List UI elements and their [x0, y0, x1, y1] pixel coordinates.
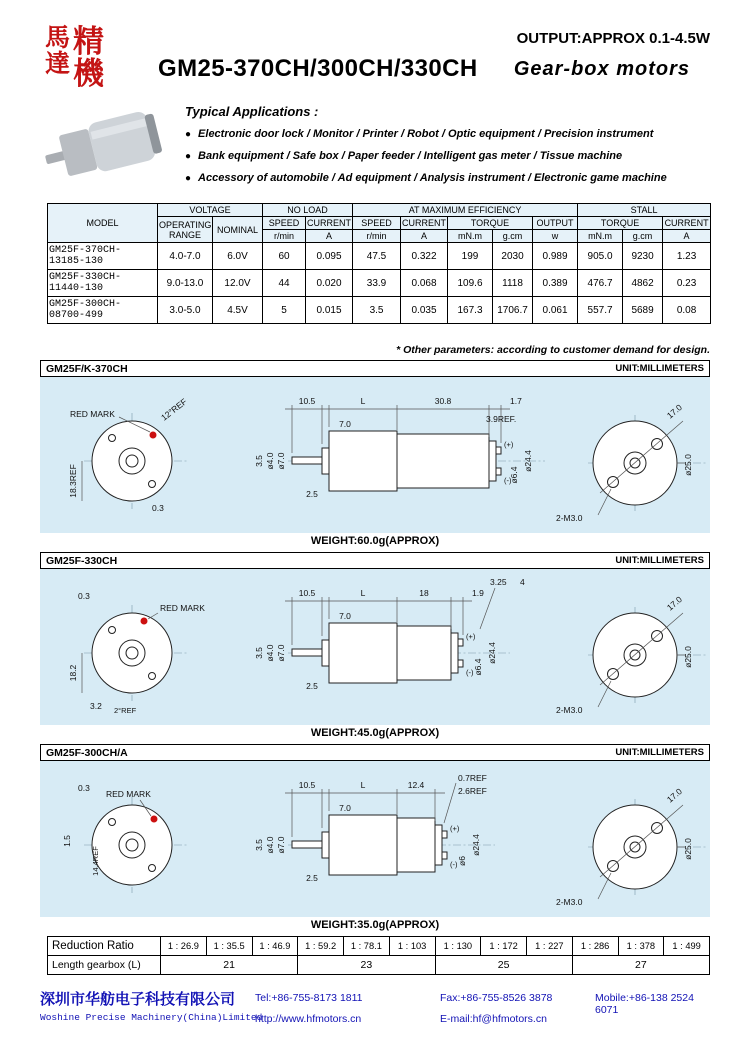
spec-header-stall: STALL	[578, 204, 711, 217]
ratio-cell: 1 : 59.2	[298, 937, 344, 956]
spec-header-voltage: VOLTAGE	[158, 204, 263, 217]
length-cell: 25	[435, 956, 572, 975]
screw-hole	[109, 819, 116, 826]
dim-label: ø4.0	[265, 644, 275, 662]
dim-label: 12.4	[407, 780, 425, 790]
application-item	[185, 172, 712, 184]
terminal	[442, 852, 447, 859]
dim-label: 30.8	[434, 396, 452, 406]
dim-label: 7.0	[339, 803, 351, 813]
dim-label: ø25.0	[683, 454, 693, 476]
dim-label: ø25.0	[683, 646, 693, 668]
dim-label: ø7.0	[276, 836, 286, 854]
endcap	[451, 633, 458, 673]
table-row	[48, 243, 711, 270]
motor-photo-shapes	[40, 108, 164, 184]
dim-label: 2-M3.0	[556, 513, 583, 523]
spec-cell: 5	[263, 297, 306, 324]
spec-unit: r/min	[263, 230, 306, 243]
side-view	[254, 773, 495, 883]
ratio-cell: 1 : 103	[389, 937, 435, 956]
ratio-cell: 1 : 172	[481, 937, 527, 956]
mobile-label: Mobile:+86-138 2524 6071	[595, 992, 694, 1016]
dim-label: (-)	[504, 476, 512, 485]
dim-label: L	[360, 780, 366, 790]
spec-cell: 0.061	[533, 297, 578, 324]
spec-unit: A	[663, 230, 711, 243]
gearbox-body	[329, 431, 397, 491]
length-cell: 27	[572, 956, 709, 975]
weight-label: WEIGHT:60.0g(APPROX)	[310, 535, 440, 547]
bearing-boss	[322, 448, 329, 474]
dim-label: (-)	[466, 668, 474, 677]
section-title: GM25F/K-370CH	[46, 362, 128, 375]
dim-label: 0.7REF	[458, 773, 487, 783]
section-drawing-370ch	[40, 377, 710, 533]
dim-label: 10.5	[298, 780, 316, 790]
spec-cell: 12.0V	[213, 270, 263, 297]
spec-unit: g.cm	[623, 230, 663, 243]
section-header-300ch	[40, 744, 710, 761]
dim-label: 3.25	[490, 577, 507, 587]
spec-cell: 9.0-13.0	[158, 270, 213, 297]
dim-label: (+)	[504, 440, 514, 449]
dim-label: RED MARK	[160, 603, 205, 613]
application-text: Accessory of automobile / Ad equipment / Analysis instrument / Electronic game machine	[198, 172, 667, 184]
spec-header-torque: TORQUE	[448, 217, 533, 230]
leader-line	[444, 783, 456, 823]
spec-unit: A	[401, 230, 448, 243]
spec-header-current: CURRENT	[307, 218, 351, 228]
spec-cell: 9230	[623, 243, 663, 270]
spec-cell: 2030	[493, 243, 533, 270]
page-title: GM25-370CH/300CH/330CH	[158, 55, 478, 82]
dim-label: 17.0	[664, 402, 684, 421]
spec-cell: 0.08	[663, 297, 711, 324]
screw-hole	[149, 673, 156, 680]
length-row-label: Length gearbox (L)	[48, 956, 161, 975]
motor-photo	[38, 98, 178, 190]
applications-section	[185, 104, 712, 194]
spec-unit: mN.m	[448, 230, 493, 243]
gearbox-body	[329, 815, 397, 875]
fax-label: Fax:+86-755-8526 3878	[440, 992, 553, 1004]
unit-label: UNIT:MILLIMETERS	[615, 747, 704, 758]
red-mark-dot	[151, 816, 158, 823]
dim-label: 3.5	[254, 839, 264, 851]
screw-hole	[109, 435, 116, 442]
section-title: GM25F-330CH	[46, 554, 118, 567]
logo-column-right	[73, 26, 104, 90]
section-header-370ch	[40, 360, 710, 377]
spec-cell: 167.3	[448, 297, 493, 324]
spec-header-nominal: NOMINAL	[213, 217, 263, 243]
ratio-table	[47, 936, 710, 975]
leader-line	[148, 613, 158, 619]
company-logo	[45, 26, 104, 90]
dim-label: 1.7	[510, 396, 522, 406]
unit-label: UNIT:MILLIMETERS	[615, 555, 704, 566]
dim-label: 18.2	[68, 664, 78, 682]
dim-label: 2-M3.0	[556, 897, 583, 907]
dim-label: ø7.0	[276, 644, 286, 662]
dim-label: (+)	[450, 824, 460, 833]
spec-cell: 33.9	[353, 270, 401, 297]
output-spec: OUTPUT:APPROX 0.1-4.5W	[516, 30, 710, 47]
bullet-icon: ●	[185, 129, 192, 140]
dim-label: 7.0	[339, 611, 351, 621]
screw-hole	[149, 865, 156, 872]
dim-label: 0.3	[152, 503, 164, 513]
dim-label: 1.5	[62, 835, 72, 847]
gearbox-body	[329, 623, 397, 683]
logo-column-left	[45, 26, 70, 90]
product-subtitle: Gear-box motors	[513, 58, 690, 80]
dim-label: ø7.0	[276, 452, 286, 470]
terminal	[458, 639, 463, 646]
side-view	[254, 577, 525, 691]
spec-header-model: MODEL	[48, 204, 158, 243]
ratio-cell: 1 : 499	[664, 937, 710, 956]
spec-cell: 47.5	[353, 243, 401, 270]
dim-label: (+)	[466, 632, 476, 641]
drawing-330ch	[40, 569, 710, 725]
spec-cell: 0.23	[663, 270, 711, 297]
motor-body	[397, 818, 435, 872]
rear-view	[68, 396, 189, 513]
dim-label: 12°REF	[159, 396, 189, 423]
screw-hole	[109, 627, 116, 634]
front-view	[556, 786, 708, 907]
spec-cell: 1.23	[663, 243, 711, 270]
rear-shaft-hole	[126, 455, 138, 467]
section-header-330ch	[40, 552, 710, 569]
length-cell: 23	[298, 956, 435, 975]
drawing-370ch	[40, 377, 710, 533]
spec-cell: 0.020	[306, 270, 353, 297]
spec-cell: 3.0-5.0	[158, 297, 213, 324]
length-cell: 21	[161, 956, 298, 975]
spec-cell: 60	[263, 243, 306, 270]
spec-header-max-efficiency: AT MAXIMUM EFFICIENCY	[353, 204, 578, 217]
dim-label: 2.5	[306, 489, 318, 499]
rear-shaft-hole	[126, 647, 138, 659]
rear-view	[68, 591, 205, 715]
company-name-cn: 深圳市华舫电子科技有限公司	[40, 991, 236, 1008]
section-title: GM25F-300CH/A	[46, 746, 128, 759]
logo-char: 馬	[45, 25, 71, 52]
front-view	[556, 402, 708, 523]
ratio-cell: 1 : 227	[527, 937, 573, 956]
table-row	[48, 204, 711, 217]
table-row	[48, 270, 711, 297]
spec-header-torque: TORQUE	[578, 217, 663, 230]
spec-cell: 3.5	[353, 297, 401, 324]
weight-label: WEIGHT:45.0g(APPROX)	[310, 727, 440, 739]
section-drawing-330ch	[40, 569, 710, 725]
rear-view	[62, 783, 188, 893]
weight-label: WEIGHT:35.0g(APPROX)	[310, 919, 440, 931]
terminal	[458, 660, 463, 667]
motor-body	[397, 434, 489, 488]
drawing-300ch	[40, 761, 710, 917]
bearing-boss	[322, 832, 329, 858]
spec-cell: 0.389	[533, 270, 578, 297]
applications-heading: Typical Applications :	[185, 104, 319, 119]
logo-char: 精	[73, 24, 105, 59]
section-drawing-300ch	[40, 761, 710, 917]
red-mark-dot	[150, 432, 157, 439]
bearing-boss	[322, 640, 329, 666]
bullet-icon: ●	[185, 151, 192, 162]
dim-label: 0.3	[78, 591, 90, 601]
spec-cell: 476.7	[578, 270, 623, 297]
spec-unit: r/min	[353, 230, 401, 243]
email-label: E-mail:hf@hfmotors.cn	[440, 1013, 547, 1025]
dim-label: 14.4REF	[91, 846, 100, 876]
dim-label: ø24.4	[523, 450, 533, 472]
company-name-en: Woshine Precise Machinery(China)Limited	[40, 1012, 263, 1023]
dim-label: 4	[520, 577, 525, 587]
spec-cell: 0.035	[401, 297, 448, 324]
spec-cell: 44	[263, 270, 306, 297]
spec-cell: 4.0-7.0	[158, 243, 213, 270]
endcap	[489, 441, 496, 481]
table-row	[48, 297, 711, 324]
dim-label: 18.3REF	[68, 464, 78, 498]
dim-label: ø4.0	[265, 836, 275, 854]
footer	[40, 988, 710, 1033]
ratio-cell: 1 : 286	[572, 937, 618, 956]
spec-cell: 0.989	[533, 243, 578, 270]
spec-header-operating-range: OPERATING RANGE	[158, 217, 213, 243]
design-note: * Other parameters: according to customer demand for design.	[396, 344, 710, 356]
spec-table	[47, 203, 711, 324]
dim-label: 10.5	[298, 588, 316, 598]
dim-label: 2.6REF	[458, 786, 487, 796]
dim-label: 3.5	[254, 647, 264, 659]
unit-label: UNIT:MILLIMETERS	[615, 363, 704, 374]
dim-label: ø24.4	[487, 642, 497, 664]
table-row	[48, 937, 710, 956]
dim-label: 2.5	[306, 681, 318, 691]
spec-cell: 557.7	[578, 297, 623, 324]
spec-header-speed: SPEED	[263, 217, 306, 230]
table-row	[48, 956, 710, 975]
spec-cell: 0.095	[306, 243, 353, 270]
ratio-table-wrap	[47, 936, 710, 975]
bullet-icon: ●	[185, 173, 192, 184]
red-mark-dot	[141, 618, 148, 625]
spec-cell-model: GM25F-300CH-08700-499	[48, 297, 158, 324]
dim-label: ø24.4	[471, 834, 481, 856]
tel-label: Tel:+86-755-8173 1811	[255, 992, 363, 1004]
spec-unit: mN.m	[578, 230, 623, 243]
spec-cell-model: GM25F-330CH-11440-130	[48, 270, 158, 297]
dim-label: L	[360, 588, 366, 598]
dim-label: 1.9	[472, 588, 484, 598]
endcap	[435, 825, 442, 865]
application-item	[185, 150, 712, 162]
application-text: Electronic door lock / Monitor / Printer / Robot / Optic equipment / Precision instrument	[198, 128, 654, 140]
spec-unit: A	[306, 230, 353, 243]
dim-label: 7.0	[339, 419, 351, 429]
output-shaft	[292, 649, 322, 656]
side-view	[254, 396, 545, 499]
motor-body	[397, 626, 451, 680]
spec-table-wrap	[47, 203, 711, 324]
dim-label: (-)	[450, 860, 458, 869]
spec-unit: w	[533, 230, 578, 243]
ratio-cell: 1 : 378	[618, 937, 664, 956]
spec-header-no-load: NO LOAD	[263, 204, 353, 217]
dim-label: ø6.4	[473, 658, 483, 676]
ratio-cell: 1 : 78.1	[344, 937, 390, 956]
ratio-cell: 1 : 35.5	[206, 937, 252, 956]
dim-label: 3.9REF.	[486, 414, 517, 424]
dim-label: 2.5	[306, 873, 318, 883]
dim-label: RED MARK	[106, 789, 151, 799]
screw-hole	[149, 481, 156, 488]
spec-cell: 0.015	[306, 297, 353, 324]
dim-label: 3.2	[90, 701, 102, 711]
spec-cell-model: GM25F-370CH-13185-130	[48, 243, 158, 270]
dim-label: 2°REF	[114, 706, 137, 715]
spec-cell: 0.322	[401, 243, 448, 270]
dim-label: 0.3	[78, 783, 90, 793]
spec-header-speed: SPEED	[353, 217, 401, 230]
terminal	[496, 468, 501, 475]
spec-cell: 109.6	[448, 270, 493, 297]
front-view	[556, 594, 708, 715]
ratio-cell: 1 : 130	[435, 937, 481, 956]
website-label: http://www.hfmotors.cn	[255, 1013, 362, 1025]
spec-cell: 199	[448, 243, 493, 270]
dim-label: ø6	[457, 856, 467, 866]
dim-label: 2-M3.0	[556, 705, 583, 715]
output-shaft	[292, 841, 322, 848]
spec-cell: 1706.7	[493, 297, 533, 324]
dim-label: ø6.4	[509, 466, 519, 484]
dim-label: L	[360, 396, 366, 406]
application-item	[185, 128, 712, 140]
logo-char: 機	[73, 56, 105, 92]
spec-cell: 1118	[493, 270, 533, 297]
spec-cell: 5689	[623, 297, 663, 324]
logo-char: 達	[45, 51, 71, 78]
ratio-cell: 1 : 26.9	[161, 937, 207, 956]
dim-label: 17.0	[664, 594, 684, 613]
spec-cell: 0.068	[401, 270, 448, 297]
spec-header-current: CURRENT	[402, 218, 447, 228]
dim-label: 18	[419, 588, 429, 598]
dim-label: RED MARK	[70, 409, 115, 419]
spec-cell: 4862	[623, 270, 663, 297]
output-shaft	[292, 457, 322, 464]
spec-cell: 6.0V	[213, 243, 263, 270]
dim-label: ø4.0	[265, 452, 275, 470]
spec-cell: 905.0	[578, 243, 623, 270]
spec-cell: 4.5V	[213, 297, 263, 324]
terminal	[496, 447, 501, 454]
rear-shaft-hole	[126, 839, 138, 851]
dim-label: 10.5	[298, 396, 316, 406]
spec-header-current: CURRENT	[664, 218, 709, 228]
ratio-row-label: Reduction Ratio	[48, 937, 161, 956]
dim-label: ø25.0	[683, 838, 693, 860]
spec-header-output: OUTPUT	[533, 217, 578, 230]
dim-label: 17.0	[664, 786, 684, 805]
application-text: Bank equipment / Safe box / Paper feeder / Intelligent gas meter / Tissue machine	[198, 150, 623, 162]
spec-unit: g.cm	[493, 230, 533, 243]
terminal	[442, 831, 447, 838]
ratio-cell: 1 : 46.9	[252, 937, 298, 956]
dim-label: 3.5	[254, 455, 264, 467]
